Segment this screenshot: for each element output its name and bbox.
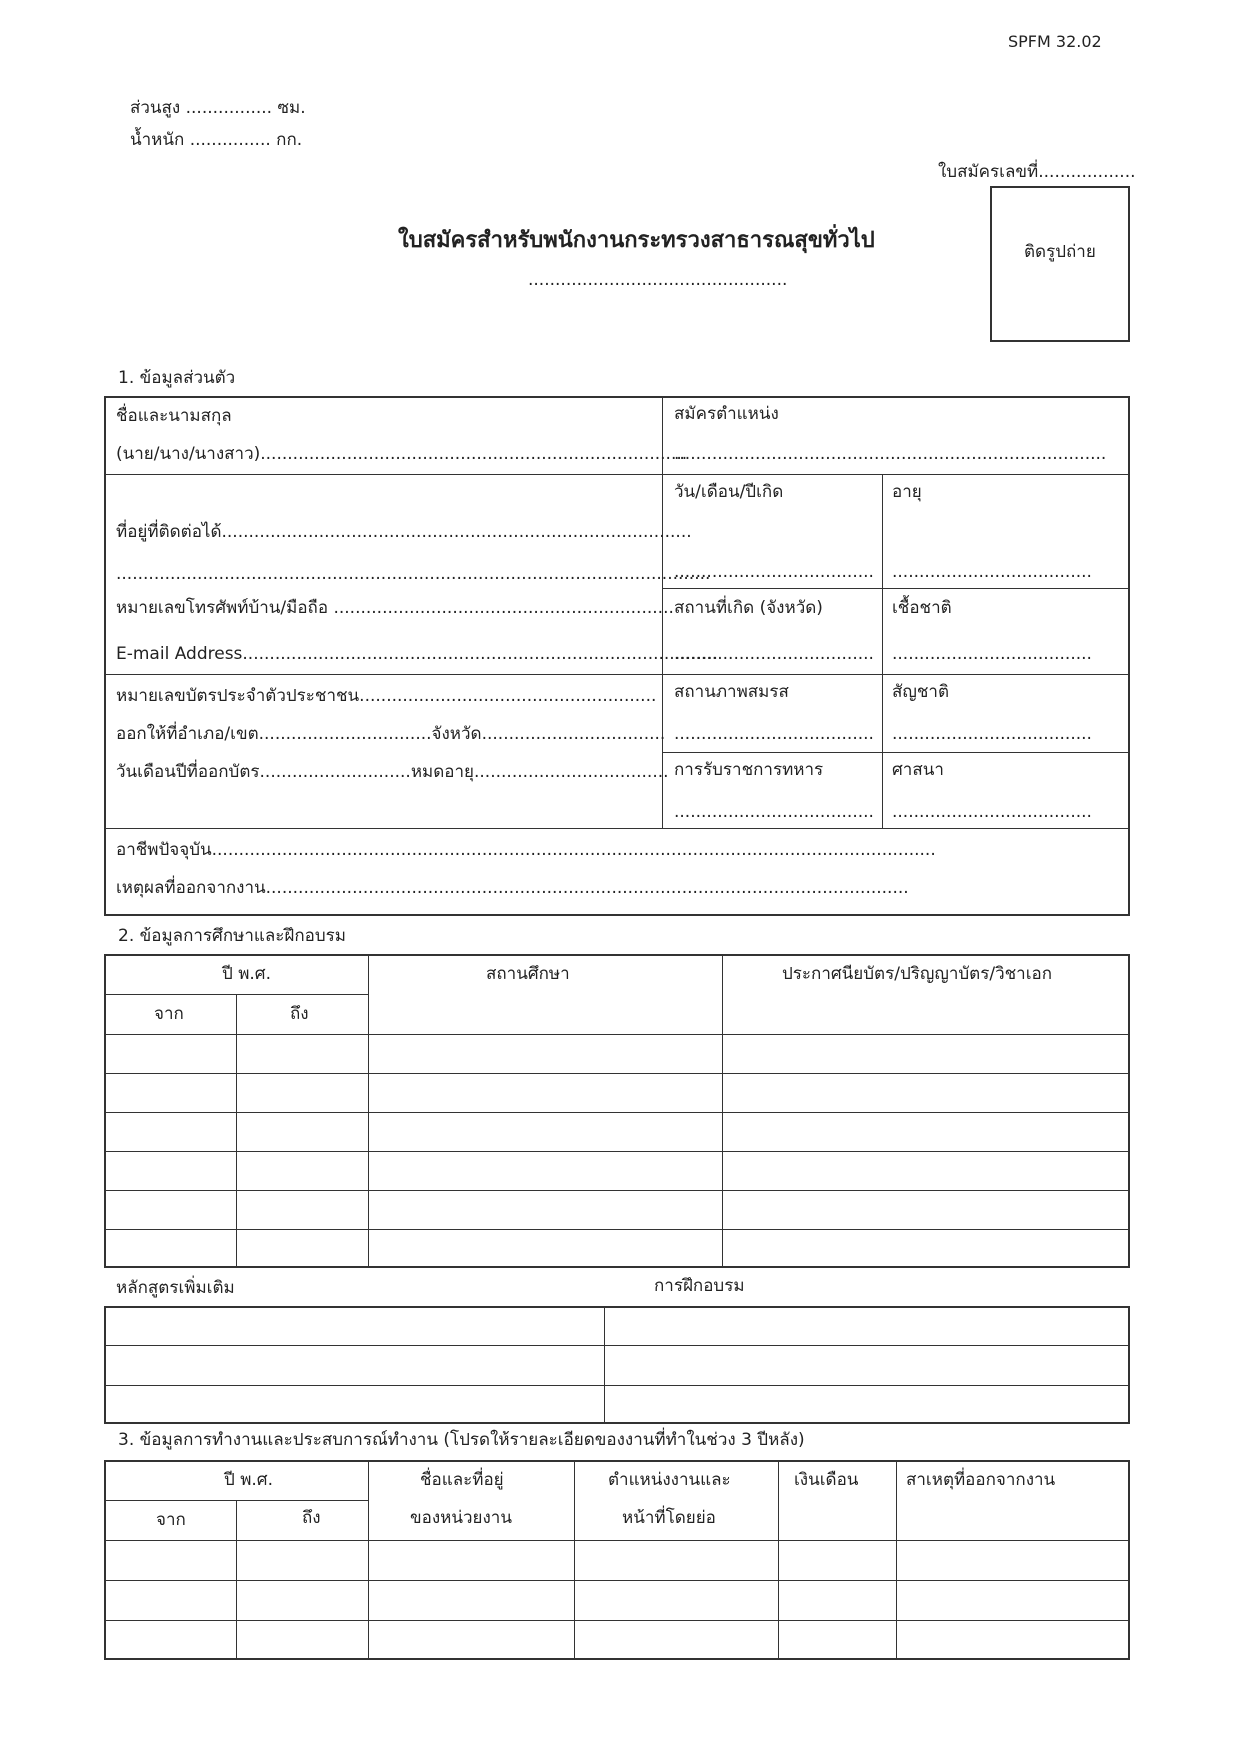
divider [662,752,1130,753]
divider [104,1385,1130,1386]
divider [104,994,368,995]
military-field[interactable]: ..................................... [674,802,874,822]
issue-date-field[interactable]: วันเดือนปีที่ออกบัตร............................หมดอายุ.................................... [116,762,669,782]
extra-courses-label: หลักสูตรเพิ่มเติม [116,1278,235,1298]
education-table [104,954,1130,1268]
divider [104,1034,1130,1035]
weight-field[interactable]: น้ำหนัก ............... กก. [130,130,303,150]
page-title: ใบสมัครสำหรับพนักงานกระทรวงสาธารณสุขทั่วไป [398,228,875,253]
nationality-label: สัญชาติ [892,682,949,702]
edu-year-header: ปี พ.ศ. [222,964,271,984]
birth-date-field[interactable]: ..................................... [674,562,874,582]
section3-heading: 3. ข้อมูลการทำงานและประสบการณ์ทำงาน (โปรดให้รายละเอียดของงานที่ทำในช่วง 3 ปีหลัง) [118,1430,805,1450]
edu-certificate-header: ประกาศนียบัตร/ปริญญาบัตร/วิชาเอก [782,964,1053,984]
height-field[interactable]: ส่วนสูง ................ ซม. [130,98,306,118]
training-table [104,1306,1130,1424]
divider [104,828,1130,829]
issued-at-field[interactable]: ออกให้ที่อำเภอ/เขต................................จังหวัด.................................. [116,724,666,744]
training-label: การฝึกอบรม [654,1276,745,1296]
religion-field[interactable]: ..................................... [892,802,1092,822]
divider [574,1460,575,1660]
position-field[interactable]: ................................................................................ [674,444,1107,464]
marital-field[interactable]: ..................................... [674,724,874,744]
divider [662,588,1130,589]
divider [104,1151,1130,1152]
divider [104,1229,1130,1230]
leave-reason-field[interactable]: เหตุผลที่ออกจากงาน....................................................................................................................... [116,878,909,898]
address-field-line2[interactable]: .............................................................................................................. [116,564,711,584]
name-field[interactable]: (นาย/นาง/นางสาว)............................................................................... [116,444,688,464]
military-label: การรับราชการทหาร [674,760,824,780]
divider [236,994,237,1268]
divider [896,1460,897,1660]
divider [368,954,369,1268]
divider [778,1460,779,1660]
ethnicity-field[interactable]: ..................................... [892,644,1092,664]
form-code: SPFM 32.02 [1008,32,1102,51]
title-blank-line[interactable]: ................................................ [528,270,788,290]
birth-place-field[interactable]: ..................................... [674,644,874,664]
work-employer-header-line1: ชื่อและที่อยู่ [420,1470,504,1490]
work-table [104,1460,1130,1660]
work-from-header: จาก [156,1510,186,1530]
name-label: ชื่อและนามสกุล [116,406,232,426]
divider [104,1190,1130,1191]
edu-institution-header: สถานศึกษา [486,964,570,984]
ethnicity-label: เชื้อชาติ [892,598,952,618]
divider [104,474,1130,475]
divider [104,1500,368,1501]
divider [104,1580,1130,1581]
edu-from-header: จาก [154,1004,184,1024]
section2-heading: 2. ข้อมูลการศึกษาและฝึกอบรม [118,926,346,946]
work-reason-header: สาเหตุที่ออกจากงาน [906,1470,1056,1490]
phone-field[interactable]: หมายเลขโทรศัพท์บ้าน/มือถือ ............................................................... [116,598,674,618]
divider [722,954,723,1268]
work-job-header-line2: หน้าที่โดยย่อ [622,1508,716,1528]
work-salary-header: เงินเดือน [794,1470,859,1490]
religion-label: ศาสนา [892,760,944,780]
work-year-header: ปี พ.ศ. [224,1470,273,1490]
divider [104,1620,1130,1621]
birth-date-label: วัน/เดือน/ปีเกิด [674,482,784,502]
divider [104,674,1130,675]
divider [604,1306,605,1424]
divider [104,1540,1130,1541]
position-label: สมัครตำแหน่ง [674,404,779,424]
divider [104,1073,1130,1074]
age-label: อายุ [892,482,922,502]
work-employer-header-line2: ของหน่วยงาน [410,1508,512,1528]
photo-label: ติดรูปถ่าย [1024,242,1096,262]
marital-label: สถานภาพสมรส [674,682,789,702]
divider [882,474,883,828]
photo-box [990,186,1130,342]
address-field[interactable]: ที่อยู่ที่ติดต่อได้....................................................................................... [116,522,692,542]
edu-to-header: ถึง [290,1004,309,1024]
email-field[interactable]: E-mail Address........................................................................................ [116,644,718,664]
id-card-field[interactable]: หมายเลขบัตรประจำตัวประชาชน....................................................... [116,686,657,706]
work-to-header: ถึง [302,1508,321,1528]
nationality-field[interactable]: ..................................... [892,724,1092,744]
application-number-field[interactable]: ใบสมัครเลขที่.................. [938,162,1136,182]
age-field[interactable]: ..................................... [892,562,1092,582]
section1-heading: 1. ข้อมูลส่วนตัว [118,368,236,388]
work-job-header-line1: ตำแหน่งงานและ [608,1470,731,1490]
occupation-field[interactable]: อาชีพปัจจุบัน...................................................................................................................................... [116,840,936,860]
divider [104,1345,1130,1346]
divider [368,1460,369,1660]
birth-place-label: สถานที่เกิด (จังหวัด) [674,598,823,618]
divider [104,1112,1130,1113]
